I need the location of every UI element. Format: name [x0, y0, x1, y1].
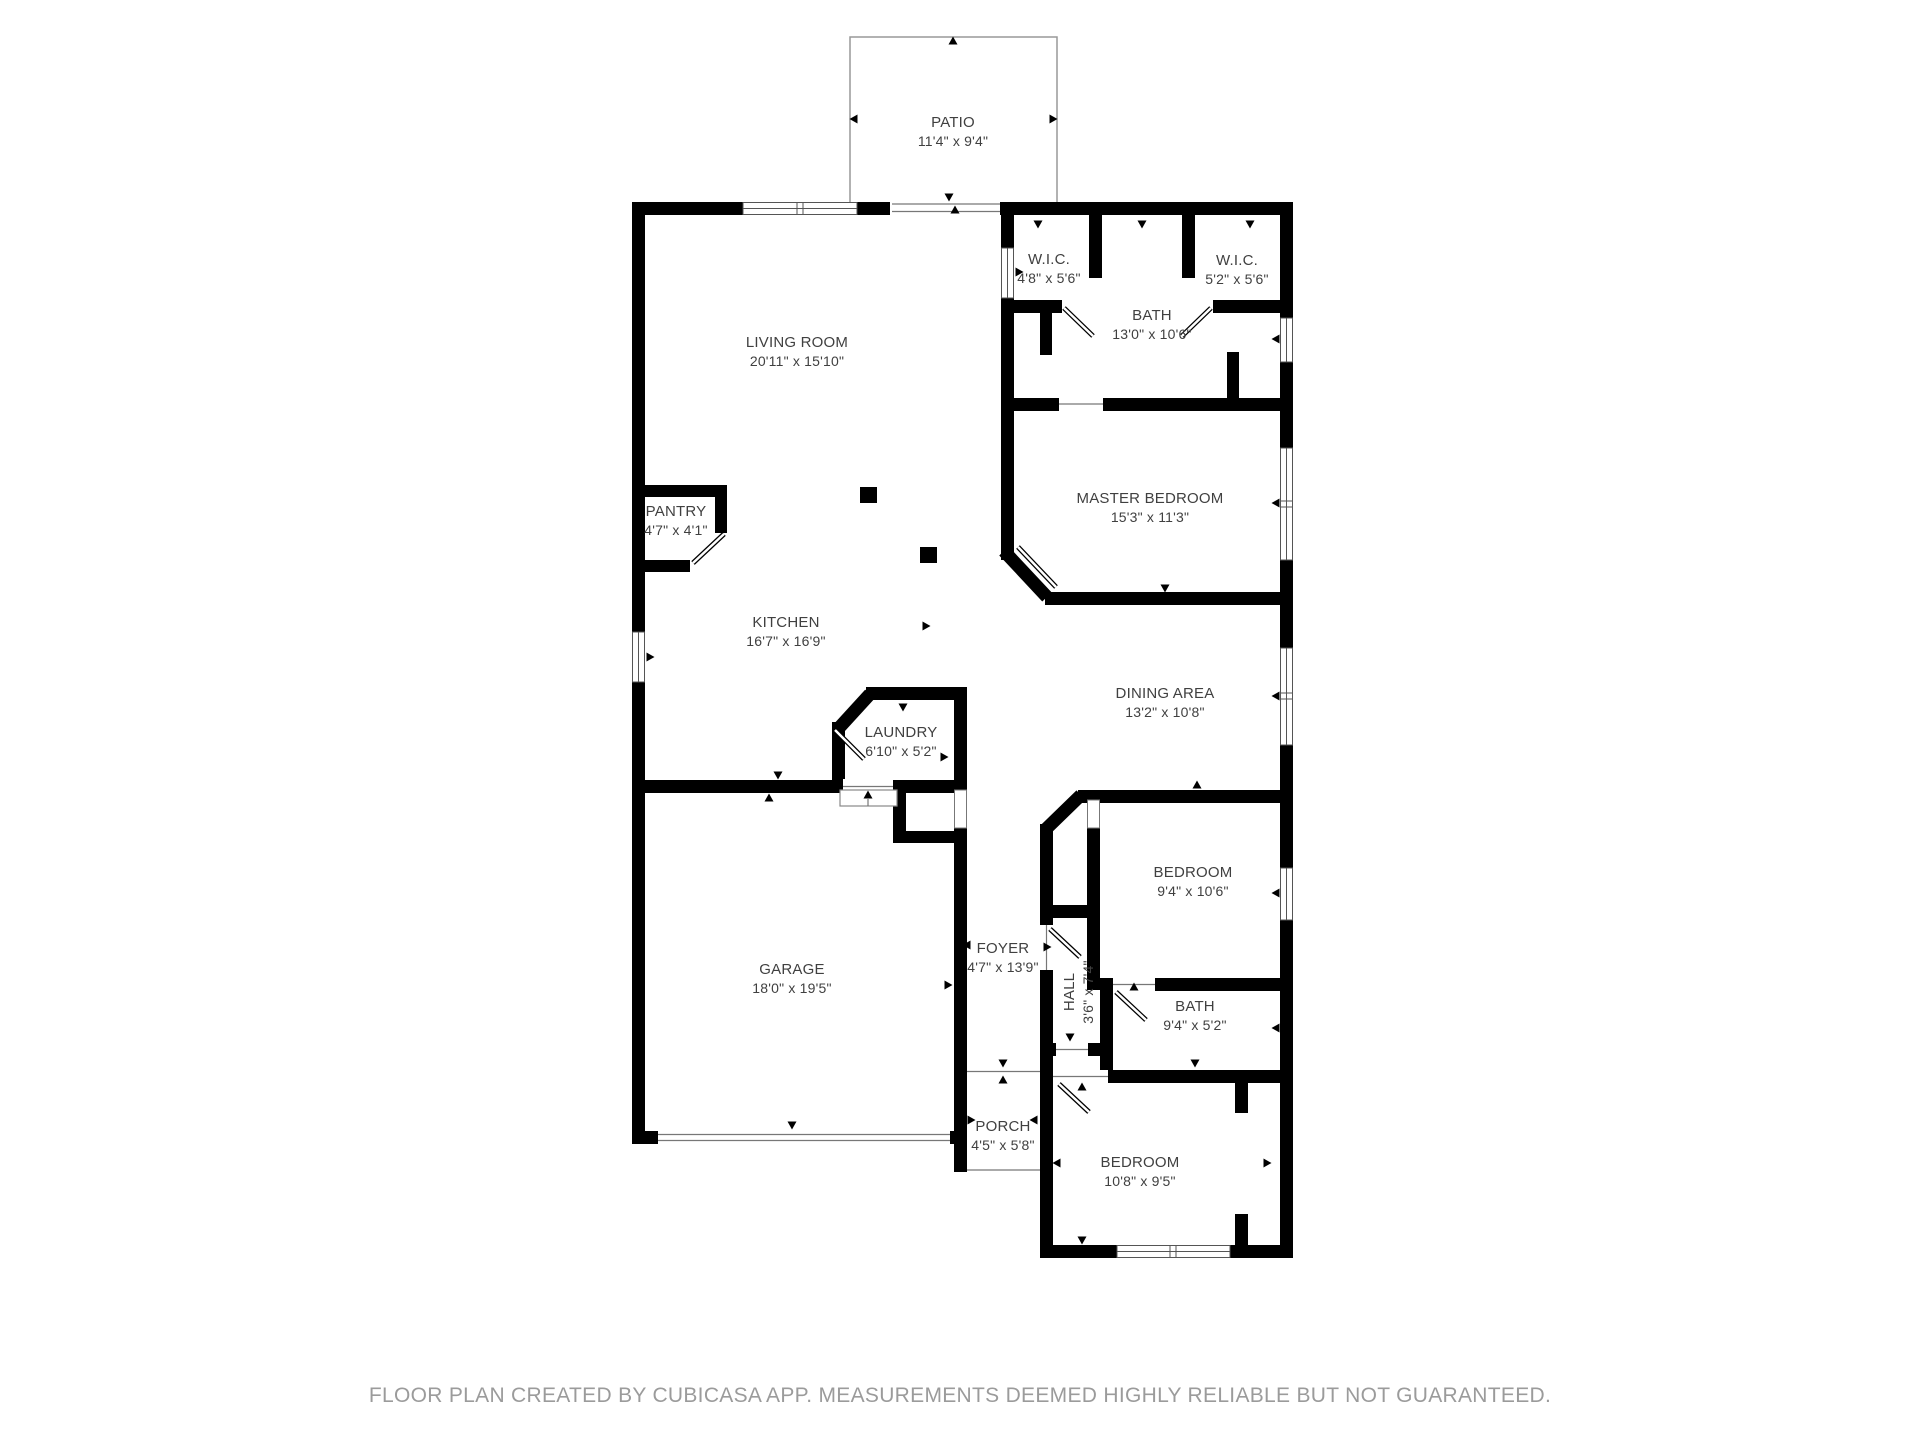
room-label-pantry: [644, 503, 707, 539]
room-label-patio: [918, 114, 988, 150]
room-name: MASTER BEDROOM: [1076, 490, 1224, 507]
room-dims: 20'11" x 15'10": [749, 353, 845, 369]
footer-disclaimer: FLOOR PLAN CREATED BY CUBICASA APP. MEASUREMENTS DEEMED HIGHLY RELIABLE BUT NOT GUARANTEED.: [368, 1384, 1552, 1407]
room-label-dining-area: [1116, 685, 1215, 721]
room-label-wic-right: [1205, 252, 1268, 288]
room-dims: 9'4" x 10'6": [1157, 883, 1229, 899]
room-label-garage: [752, 961, 831, 997]
room-name: LIVING ROOM: [745, 334, 849, 351]
room-label-bedroom-bottom: [1101, 1154, 1180, 1190]
room-name: LAUNDRY: [864, 724, 938, 741]
room-name: PANTRY: [645, 503, 707, 520]
room-name: BEDROOM: [1100, 1154, 1180, 1171]
room-label-kitchen: [746, 614, 825, 650]
room-name: BEDROOM: [1153, 864, 1233, 881]
room-dims: 4'7" x 13'9": [967, 959, 1039, 975]
room-label-laundry: [865, 724, 938, 760]
room-dims: 4'5" x 5'8": [971, 1137, 1035, 1153]
room-dims: 18'0" x 19'5": [752, 980, 832, 996]
room-name: PATIO: [931, 114, 975, 131]
room-dims: 11'4" x 9'4": [917, 133, 989, 149]
room-name: KITCHEN: [752, 614, 820, 631]
room-name: DINING AREA: [1115, 685, 1215, 702]
room-dims: 4'8" x 5'6": [1017, 270, 1081, 286]
room-name: W.I.C.: [1215, 252, 1259, 269]
room-dims: 10'8" x 9'5": [1104, 1173, 1176, 1189]
room-dims: 3'6" x 7'4": [1080, 960, 1096, 1024]
room-label-master-bedroom: [1077, 490, 1224, 526]
room-label-foyer: [967, 940, 1038, 976]
room-label-living-room: [746, 334, 848, 370]
room-dims: 9'4" x 5'2": [1163, 1017, 1227, 1033]
room-name: W.I.C.: [1027, 251, 1071, 268]
room-dims: 4'7" x 4'1": [644, 522, 708, 538]
room-name: FOYER: [976, 940, 1030, 957]
room-label-porch: [971, 1118, 1034, 1154]
room-dims: 6'10" x 5'2": [865, 743, 937, 759]
room-name: HALL: [1061, 972, 1078, 1012]
room-dims: 5'2" x 5'6": [1205, 271, 1269, 287]
room-dims: 15'3" x 11'3": [1110, 509, 1190, 525]
room-label-master-bath: [1112, 307, 1191, 343]
room-label-wic-left: [1017, 251, 1080, 287]
room-label-bedroom-middle: [1154, 864, 1233, 900]
room-name: GARAGE: [759, 961, 825, 978]
room-name: PORCH: [975, 1118, 1031, 1135]
room-dims: 13'0" x 10'6": [1112, 326, 1192, 342]
room-dims: 13'2" x 10'8": [1125, 704, 1205, 720]
room-dims: 16'7" x 16'9": [746, 633, 826, 649]
room-label-hall: [1061, 960, 1097, 1023]
room-name: BATH: [1175, 998, 1215, 1015]
walls: [632, 202, 1293, 1258]
room-name: BATH: [1132, 307, 1172, 324]
room-label-hall-bath: [1163, 998, 1226, 1034]
